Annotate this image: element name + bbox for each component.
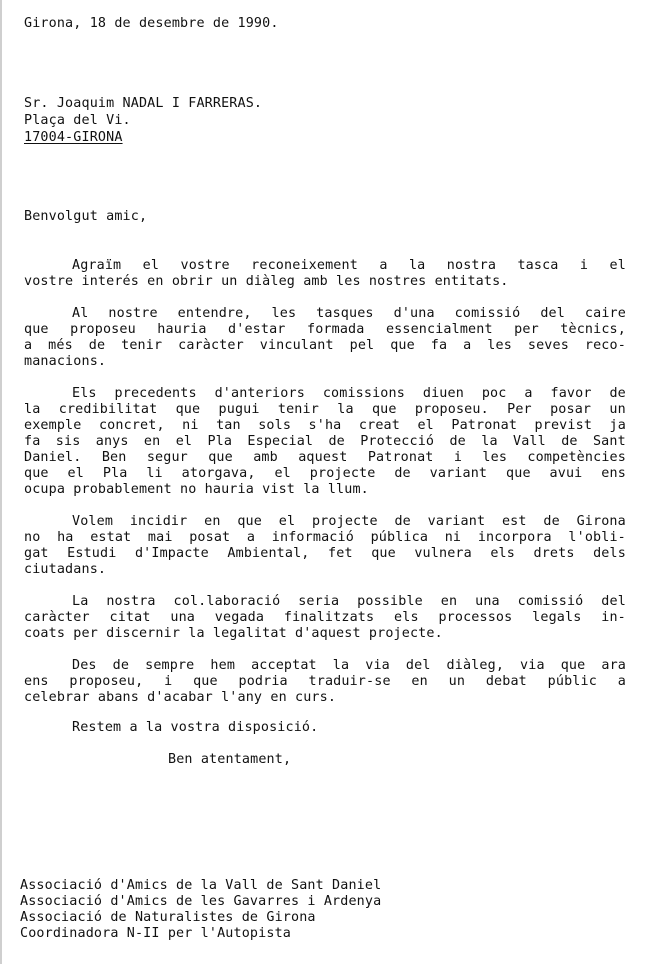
body-line: Des de sempre hem acceptat la via del diàleg, via que ara [72, 658, 626, 673]
body-line: caràcter citat una vegada finalitzats els processos legals in- [24, 610, 626, 625]
salutation: Benvolgut amic, [24, 209, 148, 224]
body-line: a més de tenir caràcter vinculant pel que fa a les seves reco- [24, 338, 626, 353]
body-line: ocupa probablement no hauria vist la llum. [24, 482, 369, 497]
body-line: manacions. [24, 354, 107, 369]
body-line: Restem a la vostra disposició. [72, 720, 319, 735]
body-line: Agraïm el vostre reconeixement a la nostra tasca i el [72, 258, 626, 273]
body-line: Daniel. Ben segur que amb aquest Patronat i les competències [24, 450, 626, 465]
body-line: no ha estat mai posat a informació pública ni incorpora l'obli- [24, 530, 626, 545]
scan-edge [0, 0, 2, 964]
signatory: Associació d'Amics de les Gavarres i Ardenya [20, 894, 382, 909]
body-line: Els precedents d'anteriors comissions diuen poc a favor de [72, 386, 626, 401]
body-line: que el Pla li atorgava, el projecte de variant que avui ens [24, 466, 626, 481]
signatory: Associació de Naturalistes de Girona [20, 910, 316, 925]
body-line: ens proposeu, i que podria traduir-se en un debat públic a [24, 674, 626, 689]
body-line: exemple concret, ni tan sols s'ha creat el Patronat previst ja [24, 418, 626, 433]
body-line: coats per discernir la legalitat d'aquest projecte. [24, 626, 443, 641]
body-line: que proposeu hauria d'estar formada essencialment per tècnics, [24, 322, 626, 337]
recipient-name: Sr. Joaquim NADAL I FARRERAS. [24, 96, 263, 111]
body-line: ciutadans. [24, 562, 107, 577]
body-line: La nostra col.laboració seria possible en una comissió del [72, 594, 626, 609]
signatory: Coordinadora N-II per l'Autopista [20, 926, 291, 941]
body-line: vostre interés en obrir un diàleg amb les nostres entitats. [24, 274, 509, 289]
body-line: Volem incidir en que el projecte de variant est de Girona [72, 514, 626, 529]
recipient-city: 17004-GIRONA [24, 130, 123, 145]
closing: Ben atentament, [168, 752, 292, 767]
body-line: celebrar abans d'acabar l'any en curs. [24, 690, 337, 705]
body-line: gat Estudi d'Impacte Ambiental, fet que vulnera els drets dels [24, 546, 626, 561]
body-line: Al nostre entendre, les tasques d'una comissió del caire [72, 306, 626, 321]
recipient-street: Plaça del Vi. [24, 113, 131, 128]
body-line: la credibilitat que pugui tenir la que proposeu. Per posar un [24, 402, 626, 417]
signatory: Associació d'Amics de la Vall de Sant Daniel [20, 878, 382, 893]
body-line: fa sis anys en el Pla Especial de Protecció de la Vall de Sant [24, 434, 626, 449]
date-line: Girona, 18 de desembre de 1990. [24, 16, 279, 31]
